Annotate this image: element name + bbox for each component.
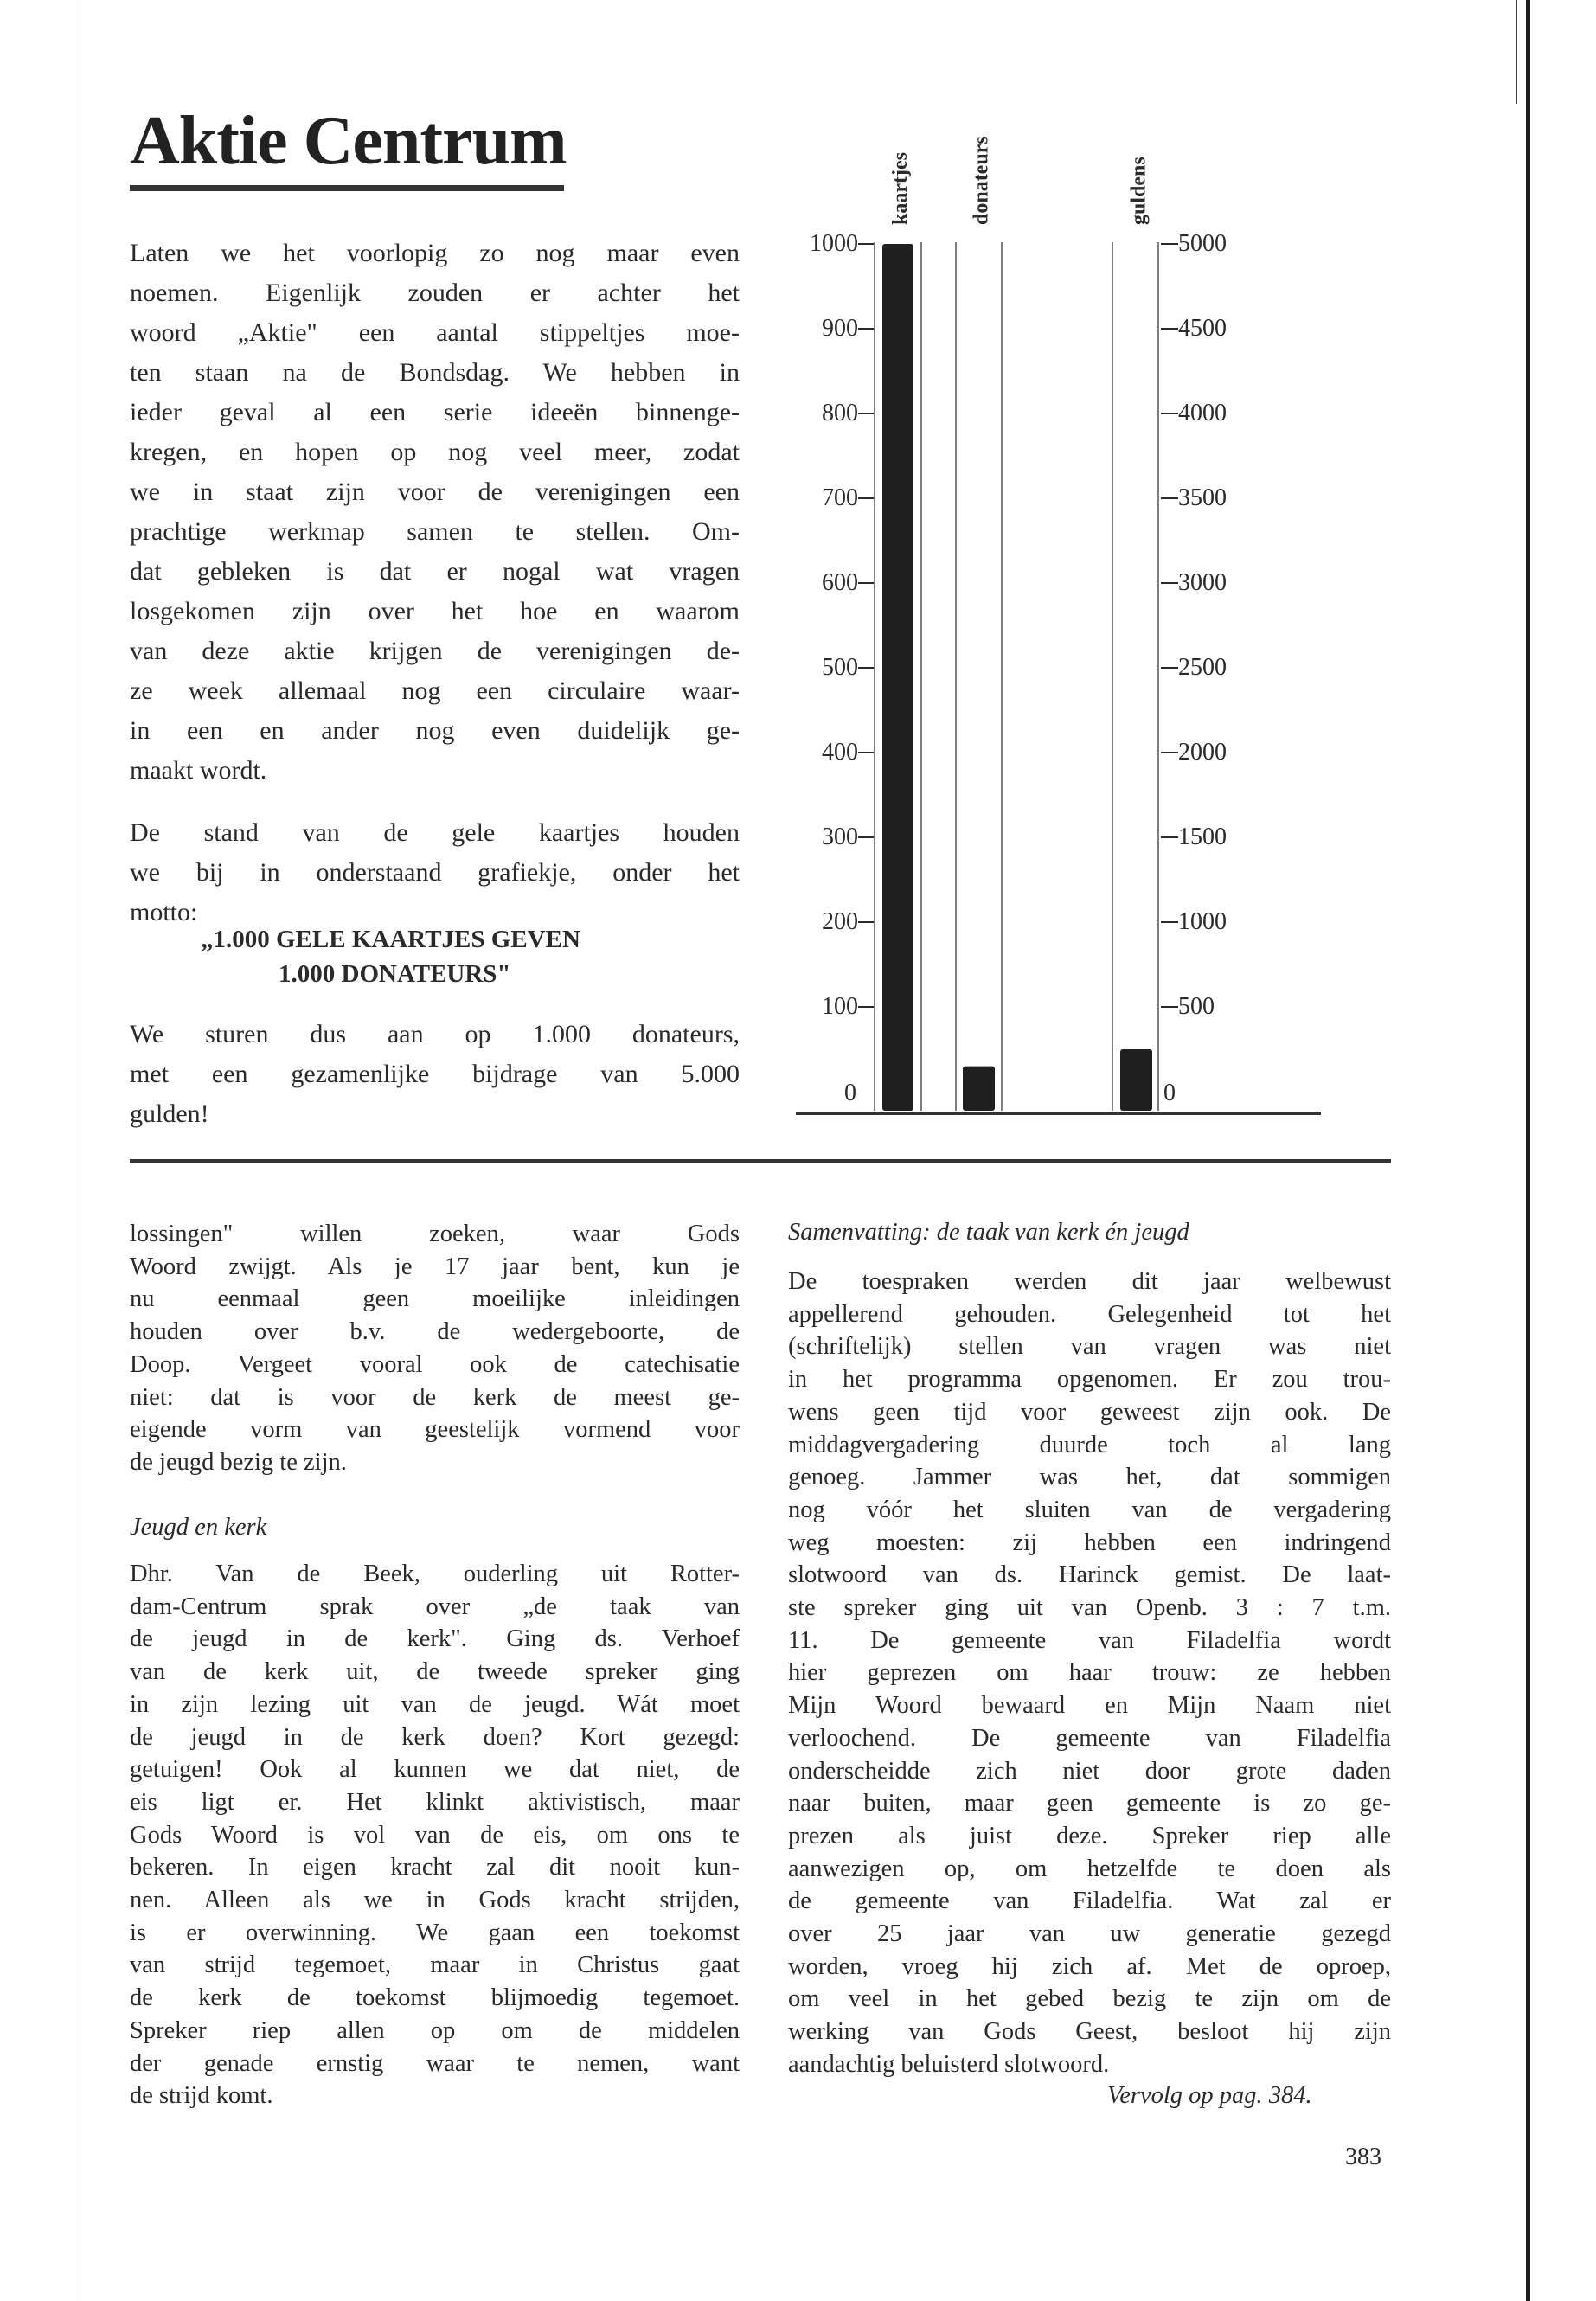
text-line: Doop. Vergeet vooral ook de catechisatie — [130, 1350, 740, 1378]
text-line: We sturen dus aan op 1.000 donateurs, — [130, 1020, 740, 1048]
text-line: 11. De gemeente van Filadelfia wordt — [788, 1626, 1391, 1654]
text-line: motto: — [130, 898, 198, 926]
left-axis-tick-label: 1000 — [810, 230, 858, 257]
text-line: De toespraken werden dit jaar welbewust — [788, 1268, 1391, 1295]
text-line: niet: dat is voor de kerk de meest ge- — [130, 1383, 740, 1411]
text-line: nu eenmaal geen moeilijke inleidingen — [130, 1285, 740, 1313]
intro-paragraph-1 — [130, 234, 740, 791]
text-line: lossingen" willen zoeken, waar Gods — [130, 1221, 740, 1247]
left-axis-tick-label: 800 — [822, 400, 858, 426]
text-line: ze week allemaal nog een circulaire waar- — [130, 676, 740, 705]
text-line: ieder geval al een serie ideeën binnenge- — [130, 398, 740, 426]
right-axis-tick-label: 2500 — [1178, 654, 1227, 681]
text-line: eigende vorm van geestelijk vormend voor — [130, 1416, 740, 1444]
article-title: Aktie Centrum — [130, 103, 567, 179]
page-number: 383 — [1345, 2144, 1381, 2170]
progress-chart — [779, 87, 1401, 1142]
left-column-paragraph-2 — [130, 1558, 740, 2112]
left-axis-tick-label: 200 — [822, 908, 858, 935]
text-line: prezen als juist deze. Spreker riep alle — [788, 1822, 1391, 1849]
text-line: we in staat zijn voor de verenigingen een — [130, 478, 740, 506]
left-axis-tick-label: 900 — [822, 315, 858, 342]
text-line: over 25 jaar van uw generatie gezegd — [788, 1920, 1391, 1948]
text-line: Woord zwijgt. Als je 17 jaar bent, kun je — [130, 1253, 740, 1280]
right-axis-tick-label: 0 — [1163, 1080, 1176, 1106]
text-line: der genade ernstig waar te nemen, want — [130, 2049, 740, 2077]
text-line: van strijd tegemoet, maar in Christus gaat — [130, 1952, 740, 1979]
text-line: onderscheidde zich niet door grote daden — [788, 1757, 1391, 1785]
text-line: woord „Aktie" een aantal stippeltjes moe- — [130, 318, 740, 347]
text-line: naar buiten, maar geen gemeente is zo ge- — [788, 1790, 1391, 1817]
text-line: houden over b.v. de wedergeboorte, de — [130, 1318, 740, 1346]
left-axis-tick-label: 500 — [822, 654, 858, 681]
text-line: De stand van de gele kaartjes houden — [130, 818, 740, 847]
category-label-guldens: guldens — [1127, 157, 1151, 225]
right-axis-tick-label: 4000 — [1178, 400, 1227, 426]
motto-line-1: „1.000 GELE KAARTJES GEVEN — [201, 926, 580, 953]
text-line: wens geen tijd voor geweest zijn ook. De — [788, 1398, 1391, 1426]
text-line: aanwezigen op, om hetzelfde te doen als — [788, 1855, 1391, 1882]
text-line: de strijd komt. — [130, 2082, 273, 2110]
text-line: de gemeente van Filadelfia. Wat zal er — [788, 1888, 1391, 1915]
right-axis-tick-label: 3000 — [1178, 569, 1227, 596]
text-line: Mijn Woord bewaard en Mijn Naam niet — [788, 1692, 1391, 1720]
text-line: bekeren. In eigen kracht zal dit nooit kun- — [130, 1854, 740, 1881]
text-line: dam-Centrum sprak over „de taak van — [130, 1593, 740, 1620]
text-line: eis ligt er. Het klinkt aktivistisch, maar — [130, 1788, 740, 1816]
text-line: in het programma opgenomen. Er zou trou- — [788, 1366, 1391, 1394]
text-line: de kerk de toekomst blijmoedig tegemoet. — [130, 1984, 740, 2012]
text-line: maakt wordt. — [130, 756, 267, 785]
subheading-jeugd-en-kerk: Jeugd en kerk — [130, 1514, 267, 1541]
right-axis-tick-label: 2000 — [1178, 739, 1227, 766]
section-divider — [130, 1159, 1391, 1163]
text-line: verloochend. De gemeente van Filadelfia — [788, 1724, 1391, 1752]
text-line: losgekomen zijn over het hoe en waarom — [130, 597, 740, 625]
text-line: van deze aktie krijgen de verenigingen de- — [130, 637, 740, 665]
text-line: van de kerk uit, de tweede spreker ging — [130, 1658, 740, 1686]
text-line: dat gebleken is dat er nogal wat vragen — [130, 557, 740, 586]
bar-guldens — [1120, 1049, 1152, 1111]
text-line: Dhr. Van de Beek, ouderling uit Rotter- — [130, 1561, 740, 1587]
text-line: Laten we het voorlopig zo nog maar even — [130, 239, 740, 267]
right-axis-tick-label: 3500 — [1178, 484, 1227, 511]
right-axis-tick-label: 4500 — [1178, 315, 1227, 342]
text-line: met een gezamenlijke bijdrage van 5.000 — [130, 1060, 740, 1088]
text-line: getuigen! Ook al kunnen we dat niet, de — [130, 1756, 740, 1784]
text-line: (schriftelijk) stellen van vragen was niet — [788, 1333, 1391, 1361]
text-line: middagvergadering duurde toch al lang — [788, 1431, 1391, 1458]
text-line: appellerend gehouden. Gelegenheid tot het — [788, 1300, 1391, 1328]
bar-donateurs — [963, 1067, 995, 1111]
text-line: aandachtig beluisterd slotwoord. — [788, 2050, 1110, 2078]
text-line: ste spreker ging uit van Openb. 3 : 7 t.m. — [788, 1594, 1391, 1622]
bar-kaartjes — [882, 244, 913, 1111]
text-line: in een en ander nog even duidelijk ge- — [130, 716, 740, 745]
text-line: de jeugd bezig te zijn. — [130, 1448, 347, 1476]
text-line: hier geprezen om haar trouw: ze hebben — [788, 1659, 1391, 1687]
left-axis-tick-label: 0 — [844, 1080, 856, 1106]
text-line: we bij in onderstaand grafiekje, onder het — [130, 858, 740, 887]
text-line: nog vóór het sluiten van de vergadering — [788, 1496, 1391, 1523]
text-line: om veel in het gebed bezig te zijn om de — [788, 1985, 1391, 2013]
page-edge-right — [1526, 0, 1530, 2301]
right-axis-tick-label: 5000 — [1178, 230, 1227, 257]
right-column-paragraph — [788, 1266, 1391, 2081]
text-line: werking van Gods Geest, besloot hij zijn — [788, 2018, 1391, 2046]
left-axis-tick-label: 400 — [822, 739, 858, 766]
continued-note: Vervolg op pag. 384. — [1107, 2082, 1312, 2109]
page-edge-mark — [1516, 0, 1517, 104]
text-line: genoeg. Jammer was het, dat sommigen — [788, 1464, 1391, 1491]
left-axis-tick-label: 300 — [822, 824, 858, 850]
right-axis-tick-label: 500 — [1178, 993, 1215, 1020]
text-line: noemen. Eigenlijk zouden er achter het — [130, 279, 740, 307]
intro-paragraph-2 — [130, 813, 740, 933]
category-label-donateurs: donateurs — [970, 136, 993, 225]
left-axis-tick-label: 100 — [822, 993, 858, 1020]
text-line: ten staan na de Bondsdag. We hebben in — [130, 358, 740, 387]
left-column-paragraph-1 — [130, 1218, 740, 1479]
text-line: slotwoord van ds. Harinck gemist. De laat- — [788, 1561, 1391, 1589]
text-line: Spreker riep allen op om de middelen — [130, 2016, 740, 2044]
text-line: in zijn lezing uit van de jeugd. Wát moet — [130, 1690, 740, 1718]
text-line: worden, vroeg hij zich af. Met de oproep, — [788, 1952, 1391, 1980]
text-line: weg moesten: zij hebben een indringend — [788, 1529, 1391, 1556]
text-line: de jeugd in de kerk". Ging ds. Verhoef — [130, 1625, 740, 1653]
title-underline — [130, 185, 564, 191]
right-axis-tick-label: 1000 — [1178, 908, 1227, 935]
left-axis-tick-label: 700 — [822, 484, 858, 511]
subheading-samenvatting: Samenvatting: de taak van kerk én jeugd — [788, 1219, 1189, 1246]
text-line: kregen, en hopen op nog veel meer, zodat — [130, 438, 740, 466]
left-axis-tick-label: 600 — [822, 569, 858, 596]
intro-paragraph-3 — [130, 1015, 740, 1134]
text-line: gulden! — [130, 1099, 209, 1128]
text-line: de jeugd in de kerk doen? Kort gezegd: — [130, 1723, 740, 1751]
text-line: prachtige werkmap samen te stellen. Om- — [130, 517, 740, 546]
text-line: nen. Alleen als we in Gods kracht strijden, — [130, 1887, 740, 1914]
right-axis-tick-label: 1500 — [1178, 824, 1227, 850]
category-label-kaartjes: kaartjes — [889, 152, 912, 225]
motto-line-2: 1.000 DONATEURS" — [279, 960, 511, 988]
text-line: is er overwinning. We gaan een toekomst — [130, 1919, 740, 1946]
text-line: Gods Woord is vol van de eis, om ons te — [130, 1821, 740, 1849]
